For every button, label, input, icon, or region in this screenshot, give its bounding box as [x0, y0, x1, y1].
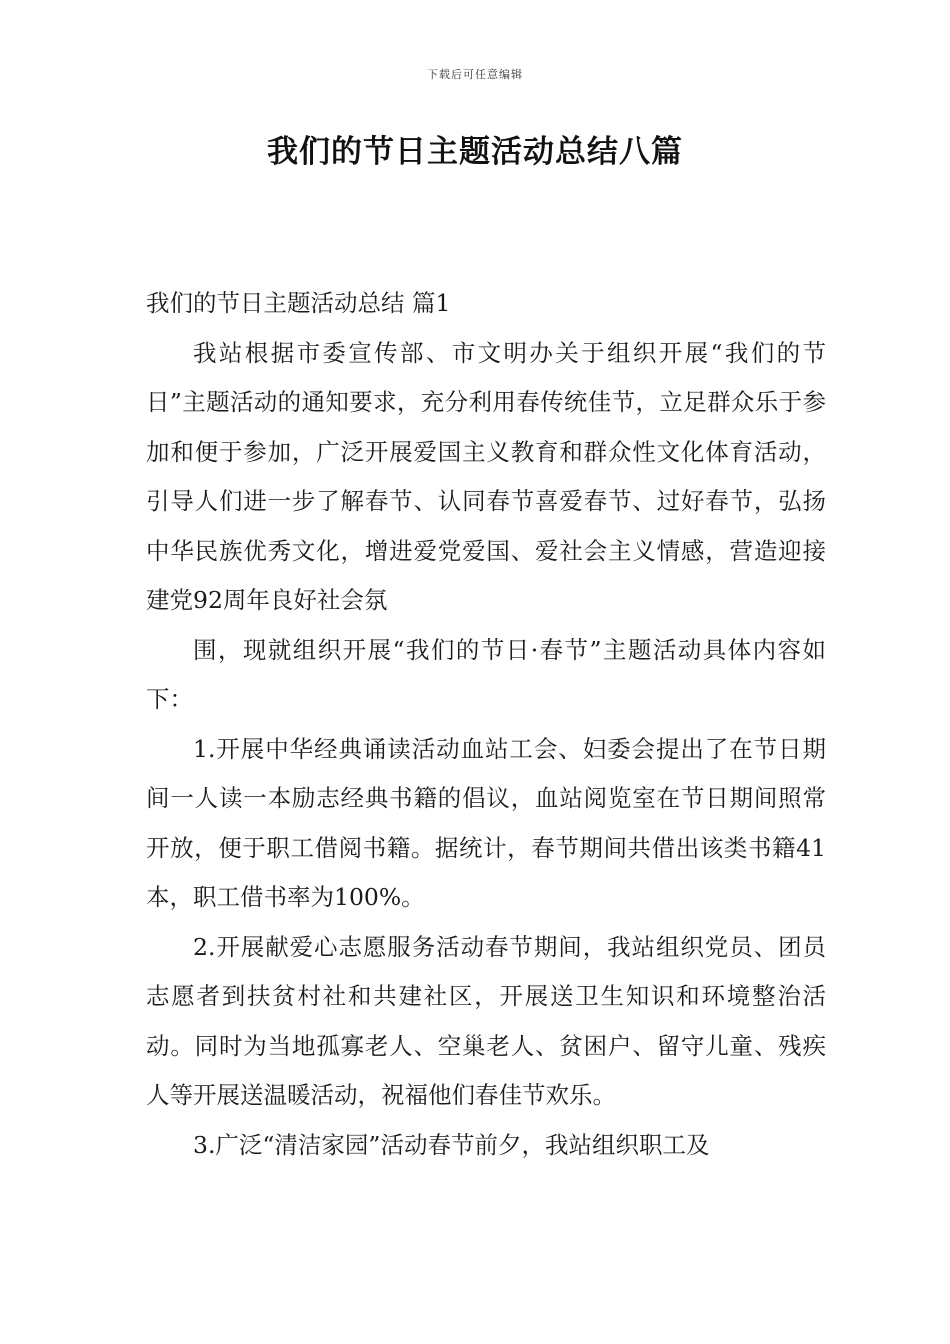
paragraph-intro: 我站根据市委宣传部、市文明办关于组织开展“我们的节日”主题活动的通知要求，充分利用春传统佳节，立足群众乐于参加和便于参加，广泛开展爱国主义教育和群众性文化体育活动，引导人们进一步了解春节、认同春节喜爱春节、过好春节，弘扬中华民族优秀文化，增进爱党爱国、爱社会主义情感，营造迎接建党92周年良好社会氛 — [146, 338, 826, 614]
paragraph-item-1: 1.开展中华经典诵读活动血站工会、妇委会提出了在节日期间一人读一本励志经典书籍的倡议，血站阅览室在节日期间照常开放，便于职工借阅书籍。据统计，春节期间共借出该类书籍41本，职工借书率为100%。 — [146, 734, 826, 911]
document-title: 我们的节日主题活动总结八篇 — [267, 134, 683, 170]
paragraph-item-2: 2.开展献爱心志愿服务活动春节期间，我站组织党员、团员志愿者到扶贫村社和共建社区，开展送卫生知识和环境整治活动。同时为当地孤寡老人、空巢老人、贫困户、留守儿童、残疾人等开展送温暖活动，祝福他们春佳节欢乐。 — [146, 932, 826, 1109]
section-heading: 我们的节日主题活动总结 篇1 — [146, 289, 451, 317]
header-note: 下载后可任意编辑 — [427, 68, 523, 81]
document-body — [146, 279, 826, 1170]
paragraph-intro-continued: 围，现就组织开展“我们的节日·春节”主题活动具体内容如下： — [146, 635, 826, 713]
paragraph-item-3: 3.广泛“清洁家园”活动春节前夕，我站组织职工及 — [193, 1130, 710, 1159]
